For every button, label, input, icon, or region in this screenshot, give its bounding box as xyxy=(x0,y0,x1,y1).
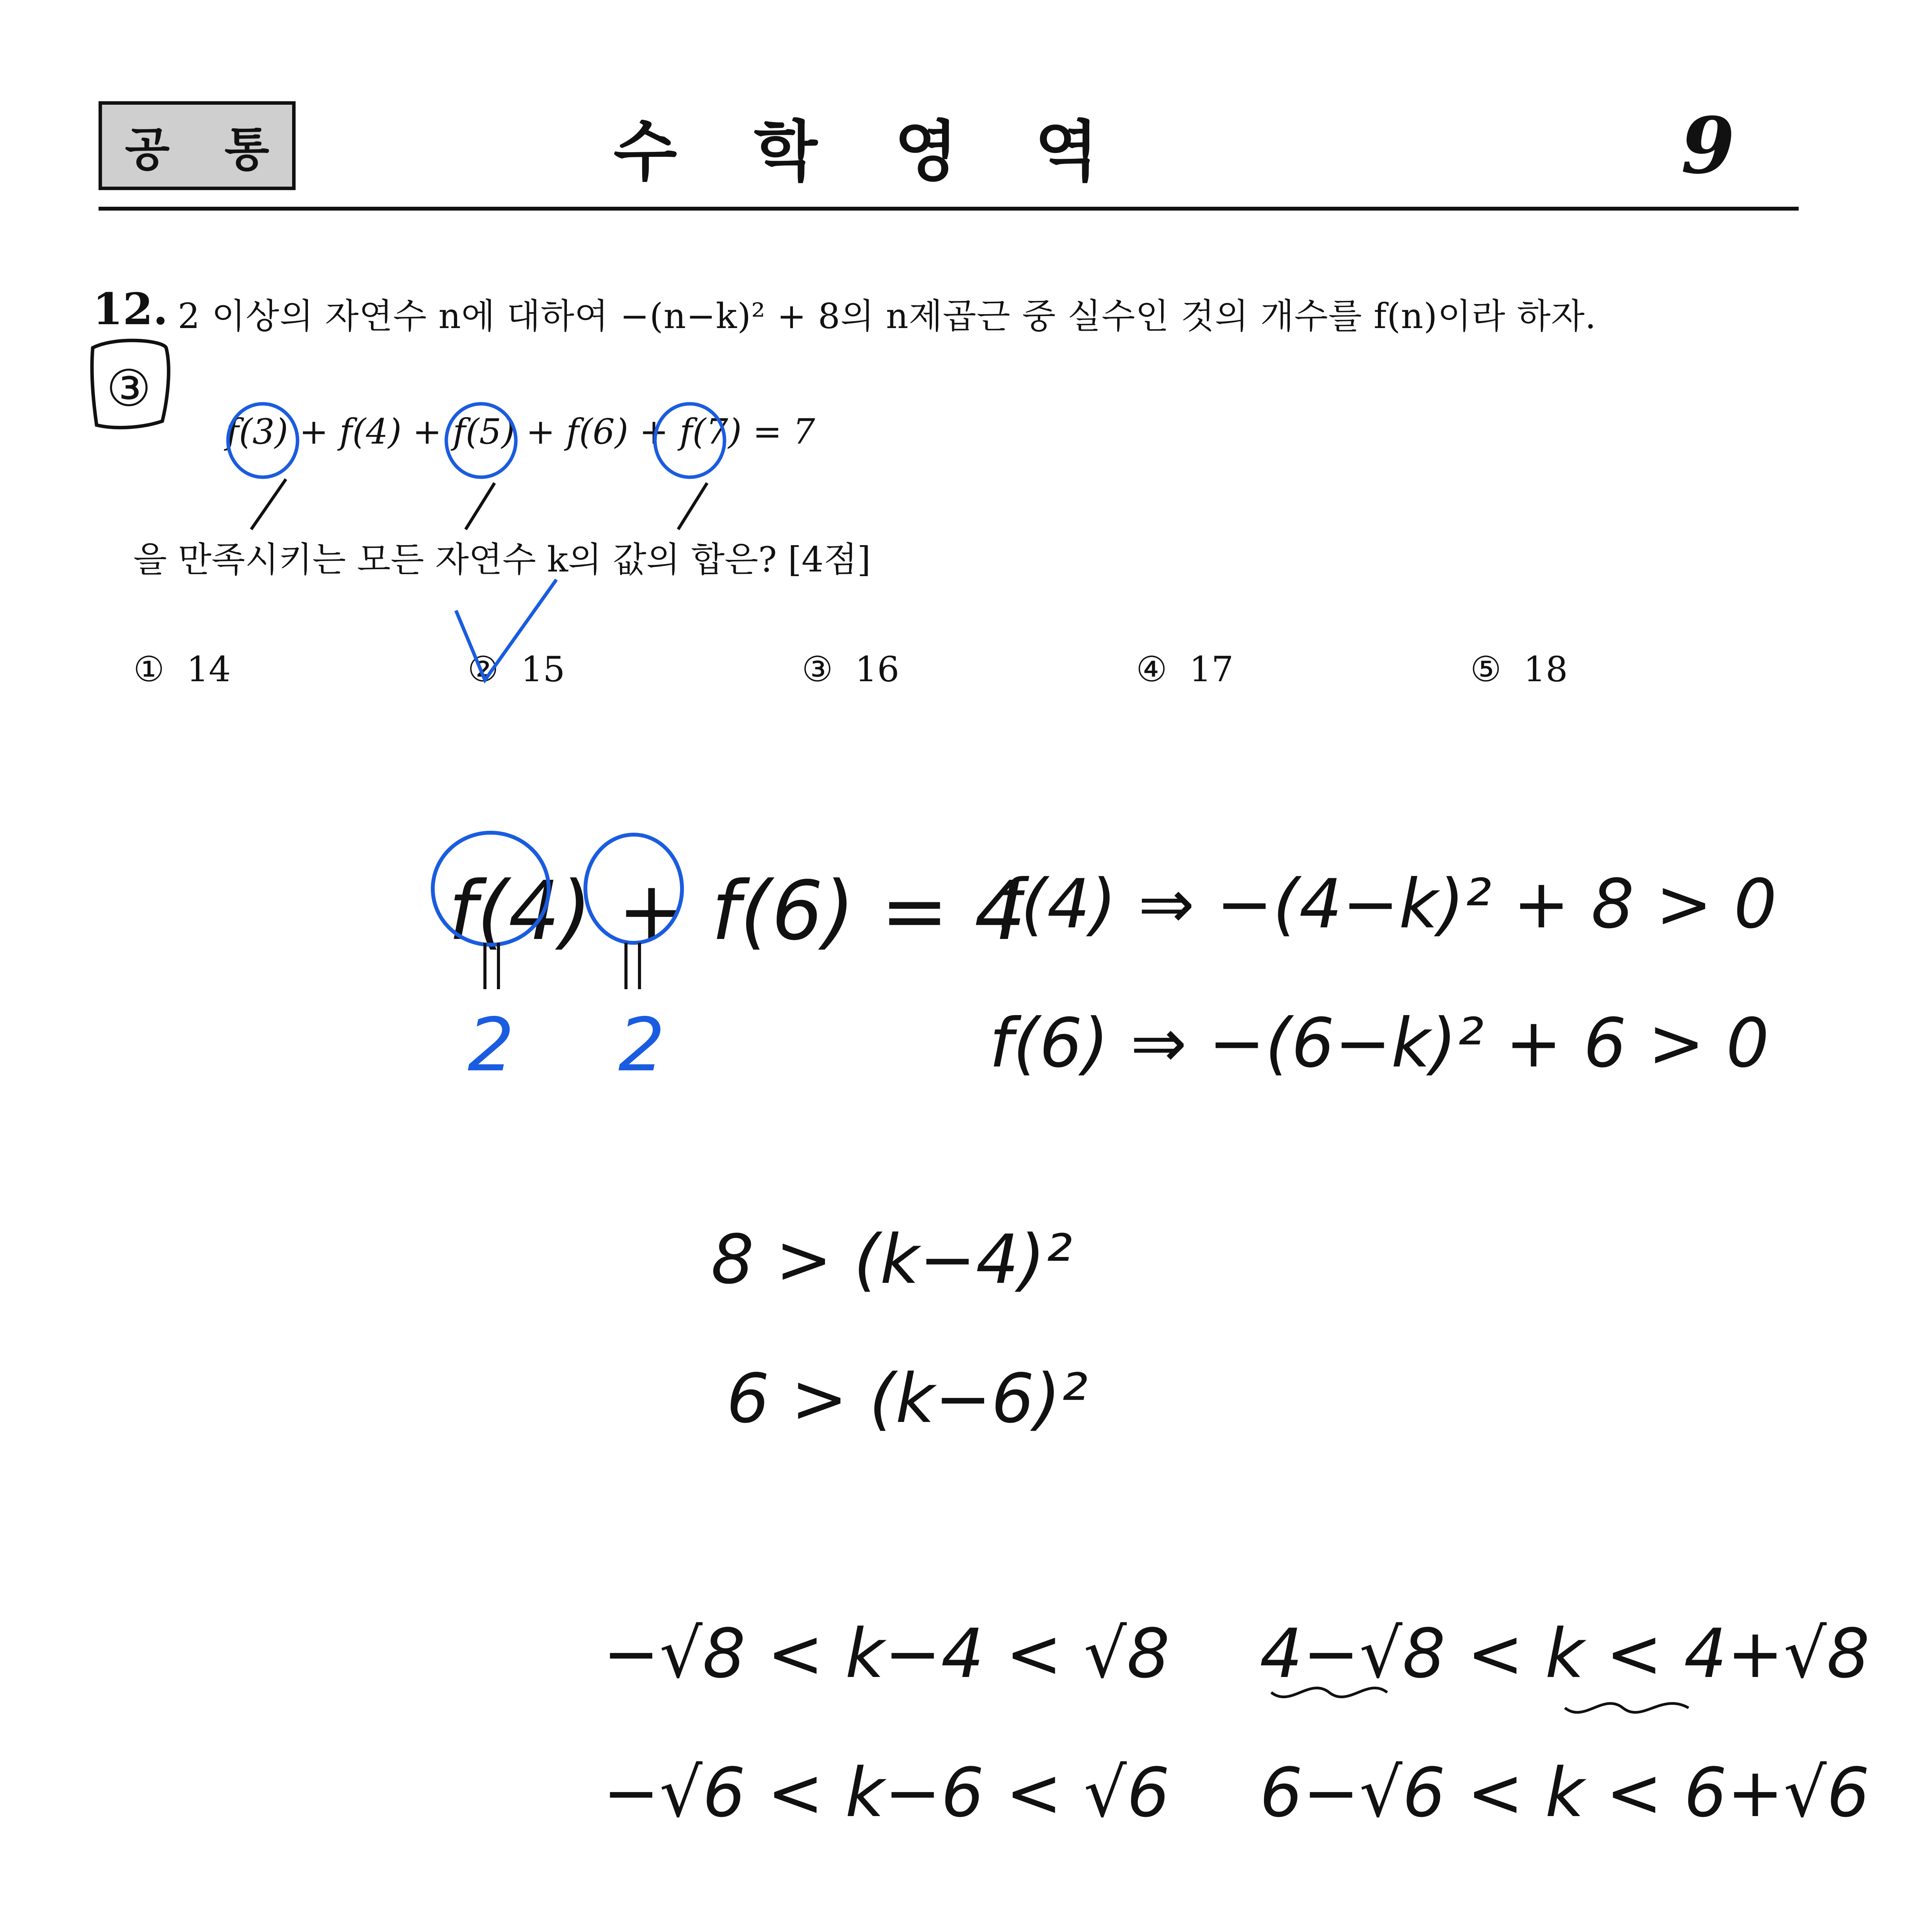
hw-line1: f(4) + f(6) = 4 xyxy=(448,864,1026,958)
hw-under-f6: 2 xyxy=(618,1002,665,1088)
choice-value: 18 xyxy=(1523,649,1568,690)
hw-range4: 6−√6 < k < 6+√6 xyxy=(1260,1754,1870,1832)
answer-mark: ③ xyxy=(106,359,151,418)
question-text: 2 이상의 자연수 n에 대하여 −(n−k)² + 8의 n제곱근 중 실수인 것의 개수를 f(n)이라 하자. xyxy=(178,296,1597,337)
hw-range2: −√6 < k−6 < √6 xyxy=(603,1754,1170,1832)
header-page-number: 9 xyxy=(1681,100,1735,191)
choice-value: 16 xyxy=(855,649,900,690)
underline-squiggle-right xyxy=(1565,1703,1689,1712)
circle-f5 xyxy=(446,404,516,477)
question-equation: f(3) + f(4) + f(5) + f(6) + f(7) = 7 xyxy=(226,412,815,452)
choice-mark: ② xyxy=(468,649,499,690)
choice-mark: ⑤ xyxy=(1470,649,1502,690)
circle-f3 xyxy=(228,404,298,477)
slash-f7 xyxy=(678,483,707,529)
hw-under-f4: 2 xyxy=(468,1002,514,1088)
choice-value: 15 xyxy=(520,649,565,690)
hw-cond-f4: f(4) ⇒ −(4−k)² + 8 > 0 xyxy=(997,865,1777,944)
hw-range1: −√8 < k−4 < √8 xyxy=(603,1615,1170,1693)
exam-title: 수 학 영 역 xyxy=(613,113,1126,190)
hw-cond-f6: f(6) ⇒ −(6−k)² + 6 > 0 xyxy=(989,1004,1769,1083)
hw-ineq1: 8 > (k−4)² xyxy=(711,1221,1073,1299)
slash-f5 xyxy=(466,483,495,529)
slash-f3 xyxy=(251,479,286,529)
hw-range3: 4−√8 < k < 4+√8 xyxy=(1260,1615,1870,1693)
choice-value: 14 xyxy=(186,649,231,690)
choice-mark: ① xyxy=(133,649,165,690)
question-number: 12. xyxy=(93,284,168,335)
choice-value: 17 xyxy=(1189,649,1234,690)
question-condition: 을 만족시키는 모든 자연수 k의 값의 합은? [4점] xyxy=(133,539,871,580)
check-mark xyxy=(456,580,556,680)
subject-label: 공 통 xyxy=(99,101,296,190)
circle-f7 xyxy=(655,404,724,477)
hw-ineq2: 6 > (k−6)² xyxy=(726,1360,1088,1438)
choice-mark: ③ xyxy=(802,649,833,690)
choice-mark: ④ xyxy=(1136,649,1167,690)
